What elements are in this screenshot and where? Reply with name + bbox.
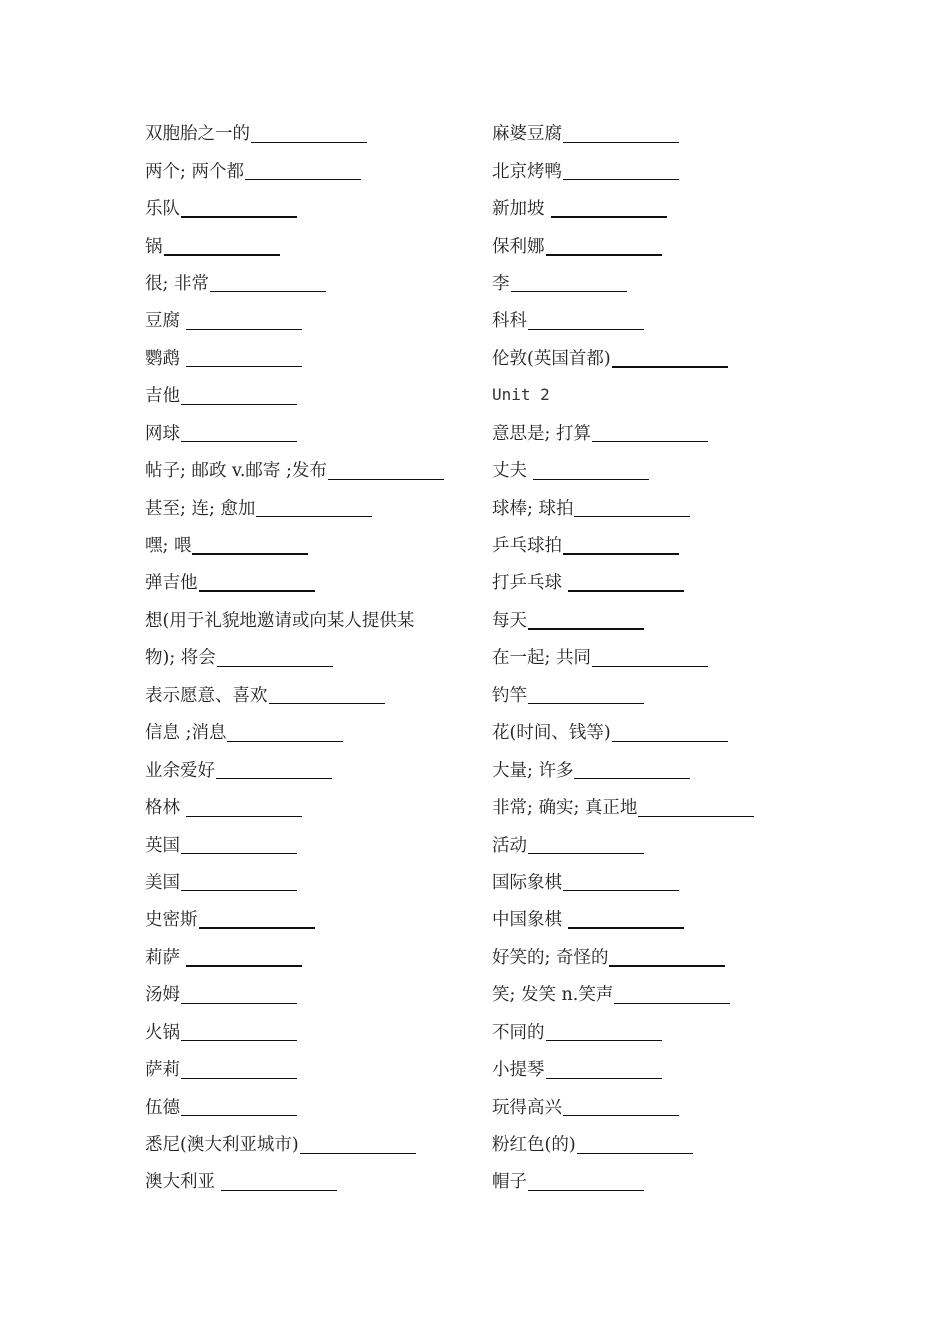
vocab-row	[492, 1050, 822, 1087]
answer-blank[interactable]	[181, 385, 297, 405]
answer-blank[interactable]	[528, 1171, 644, 1191]
right-vocabulary-column	[492, 114, 822, 1200]
vocab-prompt: 吉他	[145, 386, 180, 407]
vocab-row	[145, 376, 475, 413]
answer-blank[interactable]	[546, 1059, 662, 1079]
answer-blank[interactable]	[186, 946, 302, 967]
answer-blank[interactable]	[511, 272, 627, 292]
vocab-prompt: 伍德	[145, 1097, 180, 1118]
answer-blank[interactable]	[546, 235, 662, 256]
vocab-prompt: 帽子	[492, 1172, 527, 1193]
vocab-row	[492, 526, 822, 563]
vocab-prompt: 国际象棋	[492, 872, 562, 893]
vocab-row	[492, 189, 822, 226]
answer-blank[interactable]	[186, 310, 302, 330]
vocab-prompt: 北京烤鸭	[492, 161, 562, 182]
vocab-prompt: 乒乓球拍	[492, 536, 562, 557]
vocab-row	[145, 676, 475, 713]
vocab-row	[492, 788, 822, 825]
vocab-prompt: 信息 ;消息	[145, 723, 227, 744]
vocab-prompt: 新加坡	[492, 199, 545, 220]
vocab-row	[145, 863, 475, 900]
vocab-row	[145, 638, 475, 675]
vocab-row	[492, 750, 822, 787]
left-vocabulary-column	[145, 114, 475, 1200]
answer-blank[interactable]	[546, 1021, 662, 1041]
vocab-row	[145, 488, 475, 525]
vocab-prompt: 打乒乓球	[492, 573, 562, 594]
answer-blank[interactable]	[568, 571, 684, 592]
answer-blank[interactable]	[186, 347, 302, 367]
vocab-prompt: 麻婆豆腐	[492, 124, 562, 145]
vocab-prompt: 活动	[492, 835, 527, 856]
answer-blank[interactable]	[528, 834, 644, 854]
vocab-row	[145, 114, 475, 151]
vocab-prompt: 汤姆	[145, 985, 180, 1006]
answer-blank[interactable]	[181, 1096, 297, 1116]
vocab-prompt: 物); 将会	[145, 648, 216, 669]
answer-blank[interactable]	[551, 197, 667, 218]
vocab-row	[145, 1162, 475, 1199]
vocab-row	[492, 713, 822, 750]
vocab-row	[145, 938, 475, 975]
vocab-prompt: 小提琴	[492, 1060, 545, 1081]
vocab-row	[145, 151, 475, 188]
answer-blank[interactable]	[563, 160, 679, 180]
answer-blank[interactable]	[592, 422, 708, 442]
answer-blank[interactable]	[164, 235, 280, 256]
vocab-row	[145, 301, 475, 338]
vocab-row	[492, 451, 822, 488]
answer-blank[interactable]	[216, 759, 332, 779]
vocab-prompt: 嘿; 喂	[145, 536, 192, 557]
answer-blank[interactable]	[328, 460, 444, 480]
vocab-prompt: 保利娜	[492, 236, 545, 257]
vocab-row	[492, 563, 822, 600]
vocab-prompt: 好笑的; 奇怪的	[492, 947, 609, 968]
vocab-row	[492, 1087, 822, 1124]
answer-blank[interactable]	[577, 1134, 693, 1154]
vocab-prompt: 史密斯	[145, 910, 198, 931]
answer-blank[interactable]	[528, 310, 644, 330]
vocab-prompt: 大量; 许多	[492, 760, 574, 781]
vocab-row	[492, 339, 822, 376]
vocab-prompt: 表示愿意、喜欢	[145, 685, 268, 706]
vocab-prompt: 在一起; 共同	[492, 648, 591, 669]
vocab-prompt: 两个; 两个都	[145, 161, 244, 182]
vocab-prompt: 笑; 发笑 n.笑声	[492, 985, 614, 1006]
answer-blank[interactable]	[181, 197, 297, 218]
answer-blank[interactable]	[210, 272, 326, 292]
vocab-prompt: 美国	[145, 872, 180, 893]
vocab-prompt: 弹吉他	[145, 573, 198, 594]
vocab-row	[492, 601, 822, 638]
answer-blank[interactable]	[574, 759, 690, 779]
answer-blank[interactable]	[181, 834, 297, 854]
vocab-row	[145, 601, 475, 638]
answer-blank[interactable]	[533, 460, 649, 480]
vocab-row	[492, 414, 822, 451]
answer-blank[interactable]	[217, 647, 333, 667]
vocab-prompt: 锅	[145, 236, 163, 257]
vocab-row	[492, 226, 822, 263]
vocab-row	[145, 563, 475, 600]
vocab-row	[145, 414, 475, 451]
vocab-prompt: 澳大利亚	[145, 1172, 215, 1193]
vocab-row	[492, 488, 822, 525]
vocab-prompt: 双胞胎之一的	[145, 124, 250, 145]
vocab-prompt: 意思是; 打算	[492, 423, 591, 444]
vocab-row	[492, 938, 822, 975]
answer-blank[interactable]	[181, 871, 297, 891]
vocab-row	[492, 638, 822, 675]
answer-blank[interactable]	[181, 1059, 297, 1079]
answer-blank[interactable]	[592, 647, 708, 667]
answer-blank[interactable]	[574, 497, 690, 517]
vocab-prompt: 想(用于礼貌地邀请或向某人提供某	[145, 610, 415, 631]
vocab-prompt: 网球	[145, 423, 180, 444]
answer-blank[interactable]	[609, 946, 725, 967]
answer-blank[interactable]	[638, 797, 754, 817]
vocab-row	[492, 1162, 822, 1199]
vocab-prompt: 英国	[145, 835, 180, 856]
answer-blank[interactable]	[269, 684, 385, 704]
vocab-prompt: 粉红色(的)	[492, 1135, 576, 1156]
vocab-prompt: 业余爱好	[145, 760, 215, 781]
answer-blank[interactable]	[300, 1134, 416, 1154]
answer-blank[interactable]	[186, 797, 302, 817]
vocab-row	[492, 1013, 822, 1050]
vocab-prompt: 球棒; 球拍	[492, 498, 574, 519]
answer-blank[interactable]	[568, 908, 684, 929]
vocab-row	[492, 264, 822, 301]
vocab-prompt: 莉萨	[145, 947, 180, 968]
answer-blank[interactable]	[563, 871, 679, 891]
answer-blank[interactable]	[528, 684, 644, 704]
vocab-row	[145, 226, 475, 263]
unit-heading: Unit 2	[492, 385, 550, 405]
answer-blank[interactable]	[227, 722, 343, 742]
vocab-prompt: 中国象棋	[492, 910, 562, 931]
vocab-row	[145, 451, 475, 488]
answer-blank[interactable]	[199, 571, 315, 592]
vocab-prompt: 豆腐	[145, 311, 180, 332]
vocab-prompt: 钓竿	[492, 685, 527, 706]
vocab-prompt: 丈夫	[492, 461, 527, 482]
vocab-prompt: 每天	[492, 610, 527, 631]
answer-blank[interactable]	[245, 160, 361, 180]
answer-blank[interactable]	[181, 422, 297, 442]
vocab-row	[145, 788, 475, 825]
answer-blank[interactable]	[256, 497, 372, 517]
vocab-prompt: 帖子; 邮政 v.邮寄 ;发布	[145, 461, 327, 482]
vocab-row	[492, 114, 822, 151]
vocab-row	[145, 975, 475, 1012]
answer-blank[interactable]	[612, 347, 728, 368]
vocab-row	[145, 1013, 475, 1050]
vocab-row	[492, 301, 822, 338]
vocab-row	[145, 189, 475, 226]
vocab-row	[145, 900, 475, 937]
vocab-row	[492, 863, 822, 900]
vocab-row	[492, 975, 822, 1012]
vocab-row	[145, 339, 475, 376]
vocab-row	[492, 825, 822, 862]
vocab-prompt: 李	[492, 273, 510, 294]
vocab-prompt: 鹦鹉	[145, 348, 180, 369]
vocab-prompt: 甚至; 连; 愈加	[145, 498, 256, 519]
vocab-prompt: 伦敦(英国首都)	[492, 348, 611, 369]
answer-blank[interactable]	[181, 984, 297, 1004]
answer-blank[interactable]	[612, 722, 728, 742]
vocab-row	[492, 1125, 822, 1162]
vocab-row	[145, 264, 475, 301]
answer-blank[interactable]	[192, 534, 308, 555]
vocab-row	[492, 676, 822, 713]
vocab-row	[145, 1050, 475, 1087]
vocab-prompt: 花(时间、钱等)	[492, 723, 611, 744]
vocab-row	[145, 1087, 475, 1124]
vocab-row	[145, 713, 475, 750]
vocab-prompt: 科科	[492, 311, 527, 332]
answer-blank[interactable]	[563, 123, 679, 143]
vocab-row	[492, 900, 822, 937]
answer-blank[interactable]	[251, 123, 367, 143]
vocab-prompt: 乐队	[145, 199, 180, 220]
answer-blank[interactable]	[221, 1171, 337, 1191]
vocab-prompt: 不同的	[492, 1022, 545, 1043]
vocab-row	[145, 526, 475, 563]
vocab-prompt: 非常; 确实; 真正地	[492, 798, 638, 819]
answer-blank[interactable]	[563, 534, 679, 555]
vocab-row	[492, 151, 822, 188]
answer-blank[interactable]	[528, 609, 644, 630]
vocab-prompt: 格林	[145, 798, 180, 819]
vocab-prompt: 很; 非常	[145, 273, 209, 294]
vocab-row	[145, 825, 475, 862]
vocab-row	[145, 750, 475, 787]
vocab-prompt: 萨莉	[145, 1060, 180, 1081]
answer-blank[interactable]	[563, 1096, 679, 1116]
answer-blank[interactable]	[614, 984, 730, 1004]
vocab-prompt: 火锅	[145, 1022, 180, 1043]
vocab-row	[145, 1125, 475, 1162]
answer-blank[interactable]	[181, 1021, 297, 1041]
answer-blank[interactable]	[199, 908, 315, 929]
unit-heading-row	[492, 376, 822, 413]
vocab-prompt: 玩得高兴	[492, 1097, 562, 1118]
vocab-prompt: 悉尼(澳大利亚城市)	[145, 1135, 299, 1156]
